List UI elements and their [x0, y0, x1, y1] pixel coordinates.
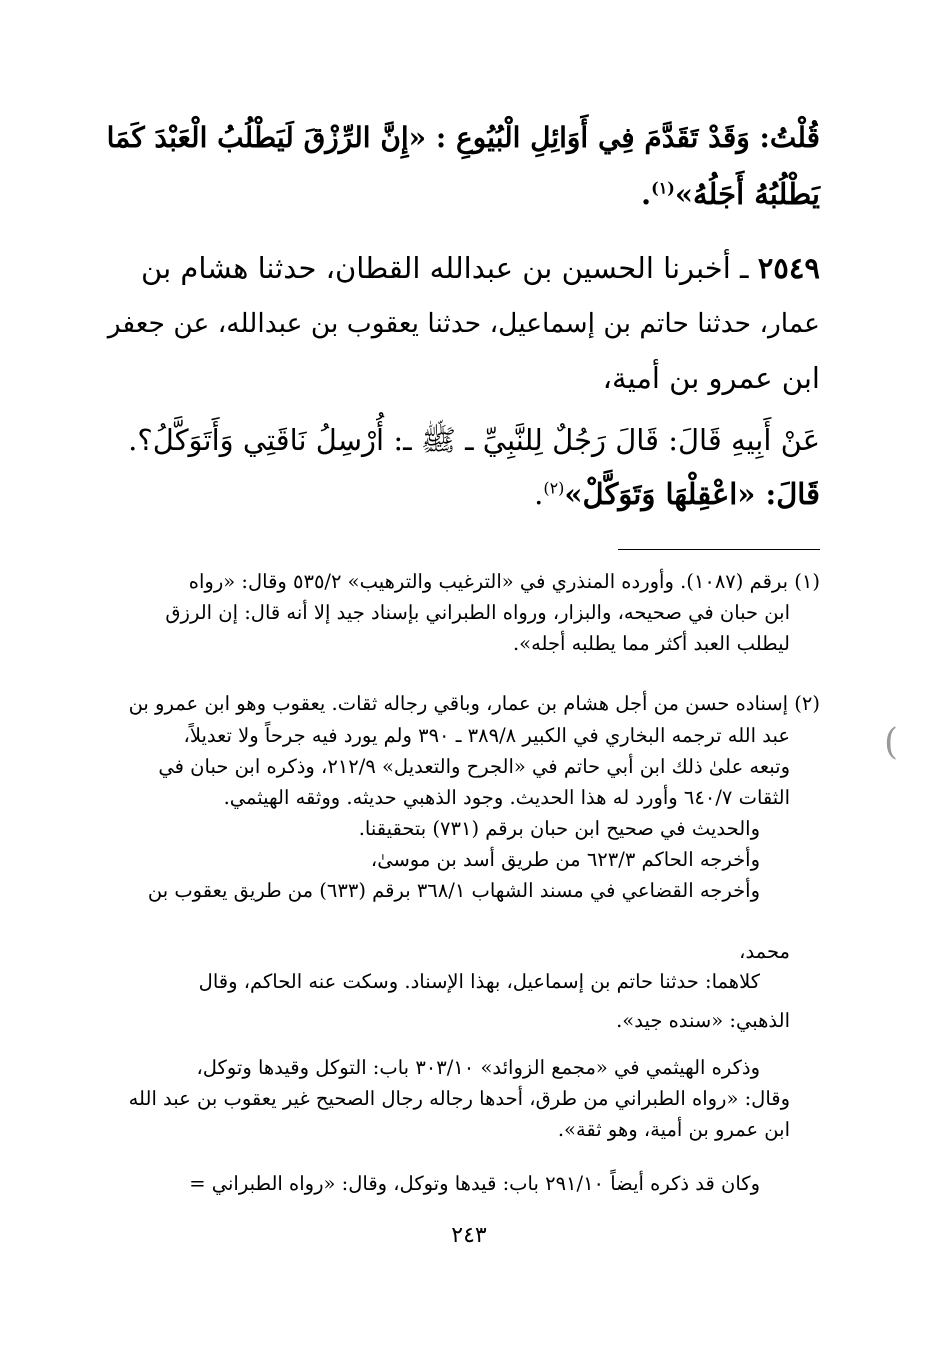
fn2-text-7: وأخرجه القضاعي في مسند الشهاب ٣٦٨/١ برقم (٦٣٣) من طريق يعقوب بن	[147, 879, 760, 902]
fn2-text-6: وأخرجه الحاكم ٦٢٣/٣ من طريق أسد بن موسىٰ،	[370, 848, 760, 871]
fn1-text-3: ليطلب العبد أكثر مما يطلبه أجله».	[512, 632, 790, 655]
footnote-2-line-2	[104, 721, 820, 752]
matn-line-1	[104, 412, 820, 468]
isnad-text-3: ابن عمرو بن أمية،	[602, 361, 820, 395]
fn2-text-2: عبد الله ترجمه البخاري في الكبير ٣٨٩/٨ ـ ٣٩٠ ولم يورد فيه جرحاً ولا تعديلاً،	[183, 724, 790, 747]
footnote-1-line-1	[104, 567, 820, 598]
footnote-2-line-9	[104, 967, 820, 998]
fn2-text-13: ابن عمرو بن أمية، وهو ثقة».	[557, 1118, 790, 1141]
footnote-2-line-6	[104, 845, 820, 876]
footnote-2-line-1	[104, 689, 820, 720]
hadith-number: ٢٥٤٩	[757, 251, 820, 285]
footnote-2-line-3	[104, 752, 820, 783]
footnote-2-line-11	[104, 1053, 820, 1084]
footnote-2-line-4	[104, 783, 820, 814]
fn2-text-3: وتبعه علىٰ ذلك ابن أبي حاتم في «الجرح والتعديل» ٢١٢/٩، وذكره ابن حبان في	[158, 755, 790, 778]
fn2-text-4: الثقات ٦٤٠/٧ وأورد له هذا الحديث. وجود الذهبي حديثه. ووثقه الهيثمي.	[223, 786, 790, 809]
footnote-1-line-3	[104, 629, 820, 660]
footnote-2-line-12	[104, 1084, 820, 1115]
fn2-text-11: وذكره الهيثمي في «مجمع الزوائد» ٣٠٣/١٠ باب: التوكل وقيدها وتوكل،	[196, 1056, 760, 1079]
matn-line-2	[104, 466, 820, 522]
quote-period: .	[641, 177, 652, 211]
footnote-ref-2[interactable]: (٢)	[543, 478, 565, 498]
footnote-2-line-10	[104, 1006, 820, 1037]
footnote-2-line-8	[104, 937, 820, 968]
matn-text-1: عَنْ أَبِيهِ قَالَ: قَالَ رَجُلٌ لِلنَّبِيِّ ـ ﷺ ـ: أُرْسِلُ نَاقَتِي وَأَتَوَكَّلُ؟.	[128, 423, 820, 457]
fn1-text-2: ابن حبان في صحيحه، والبزار، ورواه الطبراني بإسناد جيد إلا أنه قال: إن الرزق	[165, 601, 790, 624]
fn1-text-1: (١) برقم (١٠٨٧). وأورده المنذري في «الترغيب والترهيب» ٥٣٥/٢ وقال: «رواه	[188, 570, 820, 593]
quote-text-1: قُلْتُ: وَقَدْ تَقَدَّمَ فِي أَوَائِلِ الْبُيُوعِ : «إِنَّ الرِّزْقَ لَيَطْلُبُ الْعَبْدَ كَمَا	[106, 121, 820, 154]
isnad-text-2: عمار، حدثنا حاتم بن إسماعيل، حدثنا يعقوب بن عبدالله، عن جعفر	[107, 308, 820, 339]
matn-text-2: قَالَ: «اعْقِلْهَا وَتَوَكَّلْ»	[564, 477, 820, 511]
fn2-text-8: محمد،	[739, 940, 790, 963]
footnote-2-line-7	[104, 876, 820, 907]
quote-line-1	[104, 110, 820, 166]
isnad-line-1	[104, 240, 820, 296]
footnote-ref-1[interactable]: (١)	[651, 178, 675, 198]
fn2-text-12: وقال: «رواه الطبراني من طرق، أحدها رجاله رجال الصحيح غير يعقوب بن عبد الله	[128, 1087, 790, 1110]
footnote-2-line-5	[104, 814, 820, 845]
quote-line-2	[104, 166, 820, 222]
footnote-separator	[618, 549, 820, 550]
footnote-2-line-14	[104, 1169, 820, 1200]
fn2-text-9: كلاهما: حدثنا حاتم بن إسماعيل، بهذا الإسناد. وسكت عنه الحاكم، وقال	[198, 970, 760, 993]
fn2-text-14: وكان قد ذكره أيضاً ٢٩١/١٠ باب: قيدها وتوكل، وقال: «رواه الطبراني =	[189, 1172, 760, 1195]
fn2-text-5: والحديث في صحيح ابن حبان برقم (٧٣١) بتحقيقنا.	[358, 817, 760, 840]
isnad-line-3	[104, 350, 820, 406]
footnote-1-line-2	[104, 598, 820, 629]
matn-period: .	[534, 477, 544, 511]
isnad-text-1: ـ أخبرنا الحسين بن عبدالله القطان، حدثنا هشام بن	[141, 251, 758, 285]
margin-bracket-mark: (	[884, 722, 899, 763]
fn2-text-10: الذهبي: «سنده جيد».	[616, 1009, 790, 1032]
page-number: ٢٤٣	[451, 1223, 487, 1248]
quote-text-2: يَطْلُبُهُ أَجَلُهُ»	[674, 177, 820, 211]
fn2-text-1: (٢) إسناده حسن من أجل هشام بن عمار، وباقي رجاله ثقات. يعقوب وهو ابن عمرو بن	[128, 692, 820, 715]
footnote-2-line-13	[104, 1115, 820, 1146]
isnad-line-2	[104, 296, 820, 352]
